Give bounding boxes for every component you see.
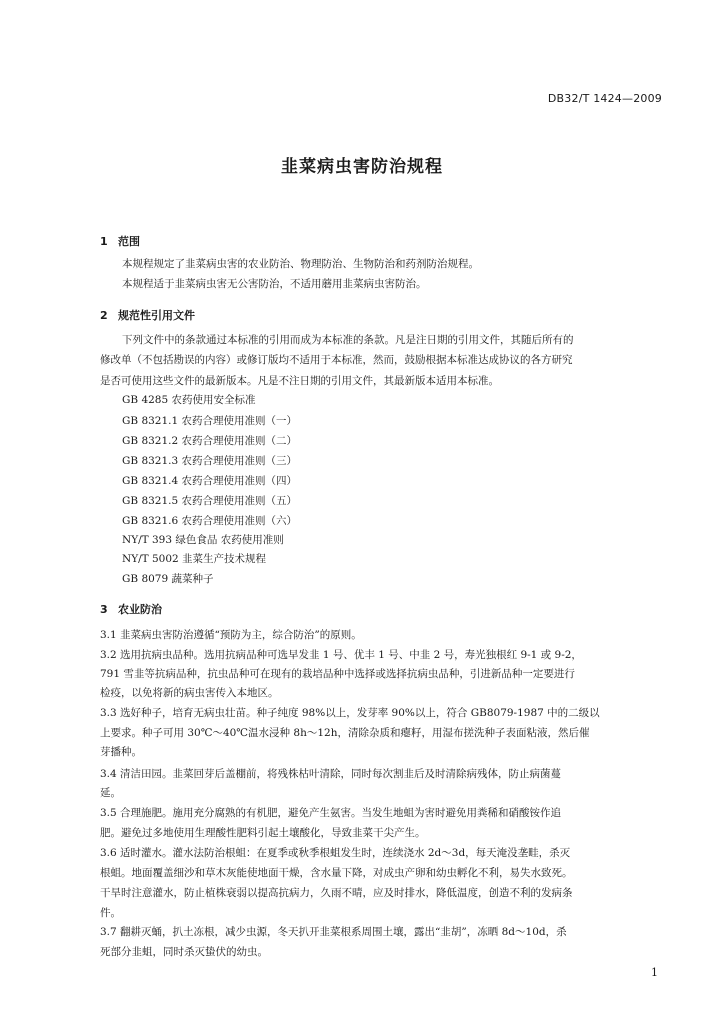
section-number: 2 <box>100 309 108 322</box>
section-heading <box>100 601 162 617</box>
paragraph-line: 死部分韭蛆，同时杀灭蛰伏的幼虫。 <box>100 946 268 958</box>
paragraph-line: 干旱时注意灌水，防止植株衰弱以提高抗病力，久雨不晴，应及时排水，降低温度，创造不利的发病条 <box>100 887 573 899</box>
paragraph-line: 3.5 合理施肥。施用充分腐熟的有机肥，避免产生氨害。当发生地蛆为害时避免用粪稀和硝酸铵作追 <box>100 807 562 819</box>
paragraph-line: 3.3 选好种子，培育无病虫壮苗。种子纯度 98%以上，发芽率 90%以上，符合 GB8079-1987 中的二级以 <box>100 707 600 719</box>
paragraph-line: 修改单（不包括勘误的内容）或修订版均不适用于本标准，然而，鼓励根据本标准达成协议的各方研究 <box>100 354 573 366</box>
reference-item: NY/T 5002 韭菜生产技术规程 <box>122 553 267 565</box>
paragraph-line: 延。 <box>100 787 121 799</box>
paragraph-line: 下列文件中的条款通过本标准的引用而成为本标准的条款。凡是注日期的引用文件，其随后所有的 <box>122 334 574 346</box>
page-number: 1 <box>651 966 658 979</box>
paragraph-line: 本规程适于韭菜病虫害无公害防治，不适用蘑用韭菜病虫害防治。 <box>122 278 427 290</box>
paragraph-line: 3.6 适时灌水。灌水法防治根蛆：在夏季或秋季根蛆发生时，连续浇水 2d～3d，每天淹没垄畦，杀灭 <box>100 847 571 859</box>
reference-item: GB 8321.2 农药合理使用准则（二） <box>122 435 298 447</box>
paragraph-line: 是否可使用这些文件的最新版本。凡是不注日期的引用文件，其最新版本适用本标准。 <box>100 375 499 387</box>
section-number: 3 <box>100 603 108 616</box>
paragraph-line: 791 雪韭等抗病品种，抗虫品种可在现有的栽培品种中选择或选择抗病虫品种，引进新品种一定要进行 <box>100 668 575 680</box>
paragraph-line: 肥。避免过多地使用生理酸性肥料引起土壤酸化，导致韭菜干尖产生。 <box>100 827 426 839</box>
reference-item: NY/T 393 绿色食品 农药使用准则 <box>122 534 284 546</box>
reference-item: GB 8321.3 农药合理使用准则（三） <box>122 455 298 467</box>
paragraph-line: 3.1 韭菜病虫害防治遵循“预防为主，综合防治”的原则。 <box>100 629 362 641</box>
paragraph-line: 3.2 选用抗病虫品种。选用抗病品种可选早发韭 1 号、优丰 1 号、中韭 2 号，寿光独根红 9-1 或 9-2， <box>100 649 582 661</box>
paragraph-line: 根蛆。地面覆盖细沙和草木灰能使地面干燥，含水量下降，对成虫产卵和幼虫孵化不利，易失水致死。 <box>100 867 573 879</box>
section-title: 农业防治 <box>118 603 162 616</box>
document-code: DB32/T 1424—2009 <box>547 92 662 105</box>
reference-item: GB 4285 农药使用安全标准 <box>122 394 256 406</box>
section-number: 1 <box>100 235 108 248</box>
section-heading <box>100 233 140 249</box>
paragraph-line: 上要求。种子可用 30℃～40℃温水浸种 8h～12h，清除杂质和瘪籽，用湿布搓洗种子表面粘液，然后催 <box>100 727 590 739</box>
reference-item: GB 8321.6 农药合理使用准则（六） <box>122 515 298 527</box>
reference-item: GB 8321.5 农药合理使用准则（五） <box>122 495 298 507</box>
reference-item: GB 8321.1 农药合理使用准则（一） <box>122 415 298 427</box>
paragraph-line: 芽播种。 <box>100 746 142 758</box>
paragraph-line: 本规程规定了韭菜病虫害的农业防治、物理防治、生物防治和药剂防治规程。 <box>122 258 479 270</box>
paragraph-line: 3.4 清洁田园。韭菜回芽后盖棚前，将残株枯叶清除，同时每次割韭后及时清除病残体，防止病菌蔓 <box>100 768 562 780</box>
document-title: 韭菜病虫害防治规程 <box>281 157 443 177</box>
reference-item: GB 8079 蔬菜种子 <box>122 573 214 585</box>
section-heading <box>100 307 195 323</box>
reference-item: GB 8321.4 农药合理使用准则（四） <box>122 475 298 487</box>
section-title: 规范性引用文件 <box>118 309 195 322</box>
paragraph-line: 检疫，以免将新的病虫害传入本地区。 <box>100 687 279 699</box>
paragraph-line: 件。 <box>100 907 121 919</box>
section-title: 范围 <box>118 235 140 248</box>
paragraph-line: 3.7 翻耕灭蛹，扒土冻根，减少虫源，冬天扒开韭菜根系周围土壤，露出“韭胡”，冻晒 8d～10d，杀 <box>100 926 567 938</box>
